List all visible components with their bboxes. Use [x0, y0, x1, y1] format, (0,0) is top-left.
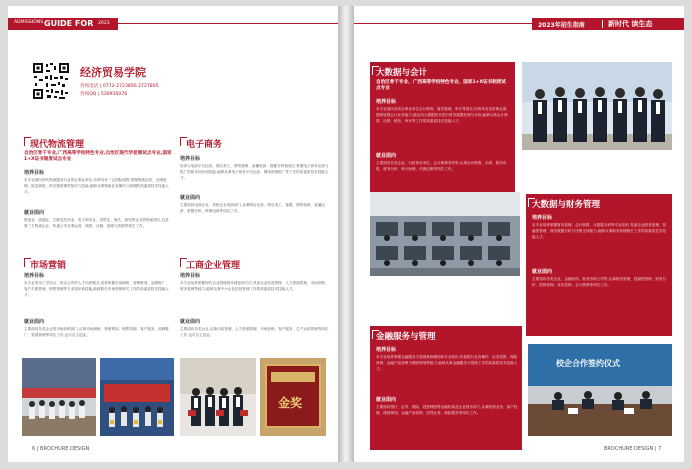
header-year-title: 2023年招生指南 [538, 22, 585, 29]
major-subtitle: 自治区骨干专业、广西高等学校特色专业、国家1+X证书制度试点专业 [376, 80, 507, 91]
college-name: 经济贸易学院 [80, 66, 146, 79]
photo-group-certificates [180, 358, 256, 436]
major-title: 大数据与会计 [376, 68, 428, 78]
left-page [8, 6, 338, 462]
major-title: 金融服务与管理 [376, 332, 436, 342]
goal-text: 培养与电商平台运营、网店美工、网络营销、直播电商、数据分析相适应,掌握电子商务运营与推广的基本知识和技能,能够从事电子商务平台运营、网络营销推广等工作的高素质技术技能人才。 [180, 164, 329, 180]
photo-team-suits [522, 62, 672, 150]
header-main: GUIDE FOR [44, 19, 94, 28]
goal-label: 培养目标 [376, 347, 397, 353]
header-slogan: 新时代 读生态 [608, 20, 653, 28]
major-card [526, 194, 672, 336]
banner-text: 校企合作签约仪式 [556, 359, 620, 368]
photo-signing-ceremony [528, 344, 672, 436]
header-rule [118, 23, 338, 24]
job-label: 就业面向 [376, 397, 397, 403]
goal-text: 本专业培养掌握金融服务与管理基础理论和专业知识,具备银行业务操作、证券投资、保险营销、金融产品营销与理财规划等能力,能够从事金融服务与管理工作的高素质技术技能人才。 [376, 355, 518, 371]
major-subtitle: 自治区骨干专业,广西高等学校特色专业,自治区现代学徒制试点专业,国家1+X证书制度试点专业 [24, 151, 172, 162]
plaque-text: 金奖 [278, 396, 303, 410]
goal-label: 培养目标 [532, 215, 553, 221]
major-card [370, 326, 522, 450]
job-text: 主要面向各类企业的市场营销部门,从事市场调研、营销策划、销售管理、客户服务、品牌推广、渠道管理等岗位工作,也可自主创业。 [24, 327, 169, 337]
college-phone: 咨询电话 | 0772-2723856 2727805 [80, 84, 159, 89]
job-text: 主要面向各类企业、金融机构、财务咨询公司等,从事财务管理、投融资管理、财务分析、预算管理、成本控制、会计核算等岗位工作。 [532, 277, 667, 287]
job-label: 就业面向 [180, 195, 201, 201]
job-label: 就业面向 [376, 153, 397, 159]
photo-students-stage [22, 358, 96, 436]
header-rule [354, 23, 544, 24]
job-text: 主要面向各类企业,从事行政管理、人力资源管理、市场营销、客户服务、生产运营管理等岗位工作,也可自主创业。 [180, 327, 329, 337]
photo-computer-lab [370, 192, 520, 276]
job-label: 就业面向 [24, 319, 45, 325]
page-footer: BROCHURE DESIGN | 7 [604, 446, 662, 452]
job-label: 就业面向 [532, 269, 553, 275]
major-title: 大数据与财务管理 [532, 200, 601, 210]
job-text: 主要面向各类企业、行政事业单位、会计师事务所等,从事会计核算、出纳、税务申报、财务分析、审计助理、代理记账等岗位工作。 [376, 161, 507, 171]
goal-label: 培养目标 [24, 170, 45, 176]
page-footer: 6 | BROCHURE DESIGN [32, 446, 90, 452]
header-divider [602, 20, 603, 28]
major-card [370, 62, 515, 208]
job-text: 制造业、流通业、生鲜及医药业、电子商务业、零售业、海关、邮电等企业的物流岗位,以及第三方物流企业、快递公司从事运营、调度、仓储、客服与管理等相关工作。 [24, 218, 169, 228]
major-title: 工商企业管理 [186, 261, 241, 271]
major-title: 市场营销 [30, 261, 67, 271]
major-title: 现代物流管理 [30, 140, 85, 150]
photo-gold-plaque [260, 358, 326, 436]
photo-award-ceremony [100, 358, 174, 436]
goal-label: 培养目标 [180, 273, 201, 279]
header-year: 2023 [98, 20, 110, 26]
job-text: 主要面向电商企业、传统企业电商部门,从事网店运营、网店美工、客服、网络营销、直播运营、数据分析、跨境电商等岗位工作。 [180, 203, 325, 213]
goal-text: 本专业培养掌握现代企业管理基本理论和方法,具备企业经营管理、人力资源管理、市场营销、财务管理等能力,能够从事中小企业经营管理工作的高素质技术技能人才。 [180, 281, 329, 291]
goal-label: 培养目标 [24, 273, 45, 279]
goal-text: 本专业面向现代物流服务行业的企事业单位,培养具有一定国际视野,掌握物流运营、仓储管理、配送调度、供应链管理等知识与技能,能够从事物流业务操作与管理的高素质技术技能人才。 [24, 178, 169, 194]
right-page [354, 6, 684, 462]
job-label: 就业面向 [180, 319, 201, 325]
goal-label: 培养目标 [376, 99, 397, 105]
college-qq: 咨询QQ | 539935076 [80, 92, 128, 97]
goal-text: 本专业采用工学结合、校企合作的人才培养模式,培养掌握市场调研、营销策划、品牌推广、客户关系管理、销售管理等专业知识和技能,能够胜任市场营销相关工作的高素质技术技能人才。 [24, 281, 169, 297]
spine-gutter [338, 6, 354, 462]
goal-text: 本专业面向各类企事业单位会计核算、财务管理、审计等岗位,培养具有良好职业道德和较强会计业务能力,能运用大数据技术进行财务数据处理与分析,能够从事会计核算、出纳、税务、审计等工作的高素质技术技能人才。 [376, 107, 508, 123]
job-text: 主要面向银行、证券、保险、投资理财等金融机构及企业财务部门,从事柜面业务、客户经理、理财规划、金融产品营销、信贷业务、保险服务等岗位工作。 [376, 405, 518, 415]
major-title: 电子商务 [186, 140, 223, 150]
goal-label: 培养目标 [180, 156, 201, 162]
qr-code-icon [32, 62, 70, 100]
goal-text: 本专业培养掌握财务管理、会计核算、大数据分析等专业知识,具备企业财务管理、投融资管理、财务数据分析与决策支持能力,能够从事财务管理相关工作的高素质技术技能人才。 [532, 223, 667, 239]
header-prefix: ADMISSIONS [14, 20, 44, 25]
job-label: 就业面向 [24, 210, 45, 216]
